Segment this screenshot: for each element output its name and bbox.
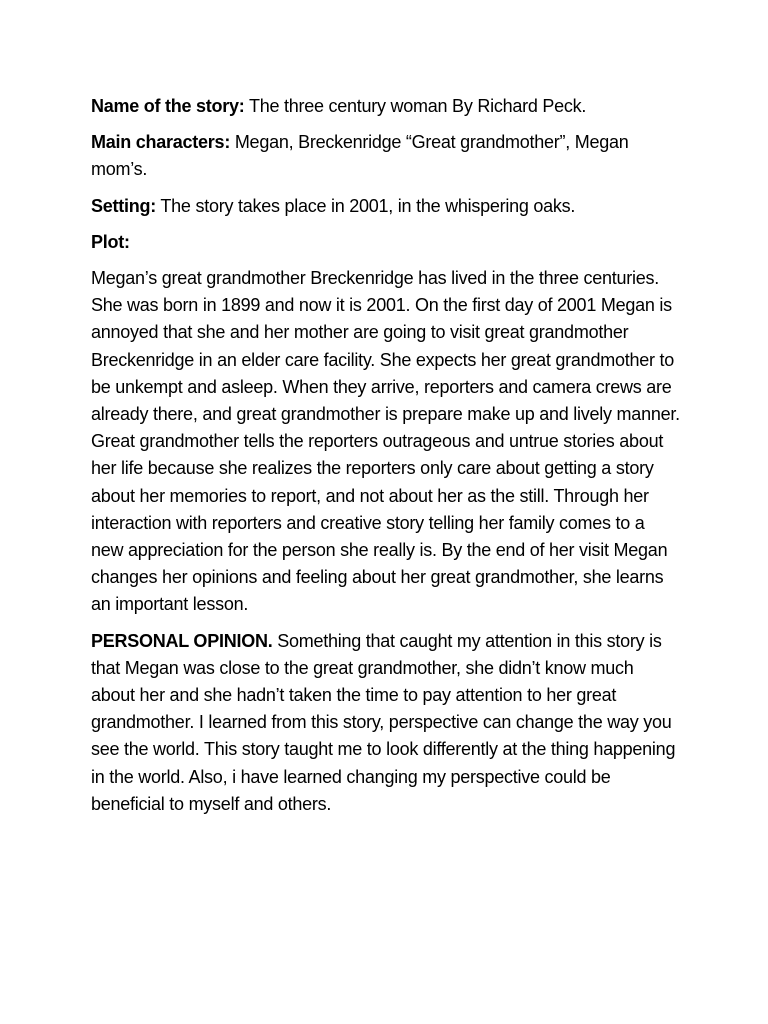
setting-label: Setting: (91, 195, 156, 216)
story-name-value: The three century woman By Richard Peck. (244, 96, 587, 116)
main-characters-label: Main characters: (91, 132, 231, 153)
personal-opinion-label: PERSONAL OPINION. (91, 630, 273, 651)
plot-label: Plot: (91, 231, 130, 252)
plot-paragraph: Megan’s great grandmother Breckenridge has lived in the three centuries. She was born in 1899 and now it is 2001. On the first day of 2001 Megan is annoyed that she and her mother are going to visit great grandmother Breckenridge in an elder care facility. She expects her great grandmother to be unkempt and asleep. When they arrive, reporters and camera crews are already there, and great grandmother is prepare make up and lively manner. Great grandmother tells the reporters outrageous and untrue stories about her life because she realizes the reporters only care about getting a story about her memories to report, and not about her as the still. Through her interaction with reporters and creative story telling her family comes to a new appreciation for the person she really is. By the end of her visit Megan changes her opinions and feeling about her great grandmother, she learns an important lesson. (91, 268, 680, 615)
main-characters-value: Megan, Breckenridge “Great grandmother”, Megan mom’s. (91, 132, 629, 180)
setting-value: The story takes place in 2001, in the whispering oaks. (156, 195, 576, 216)
document-page (91, 93, 681, 827)
personal-opinion-text: Something that caught my attention in this story is that Megan was close to the great grandmother, she didn’t know much about her and she hadn’t taken the time to pay attention to her great grandmother. I learned from this story, perspective can change the way you see the world. This story taught me to look differently at the thing happening in the world. Also, i have learned changing my perspective could be beneficial to myself and others. (91, 630, 676, 814)
personal-opinion-paragraph (91, 628, 681, 818)
plot-heading (91, 229, 681, 256)
main-characters-line (91, 129, 681, 183)
setting-line (91, 193, 681, 220)
story-name-line (91, 93, 681, 120)
story-name-label: Name of the story: (91, 96, 245, 116)
